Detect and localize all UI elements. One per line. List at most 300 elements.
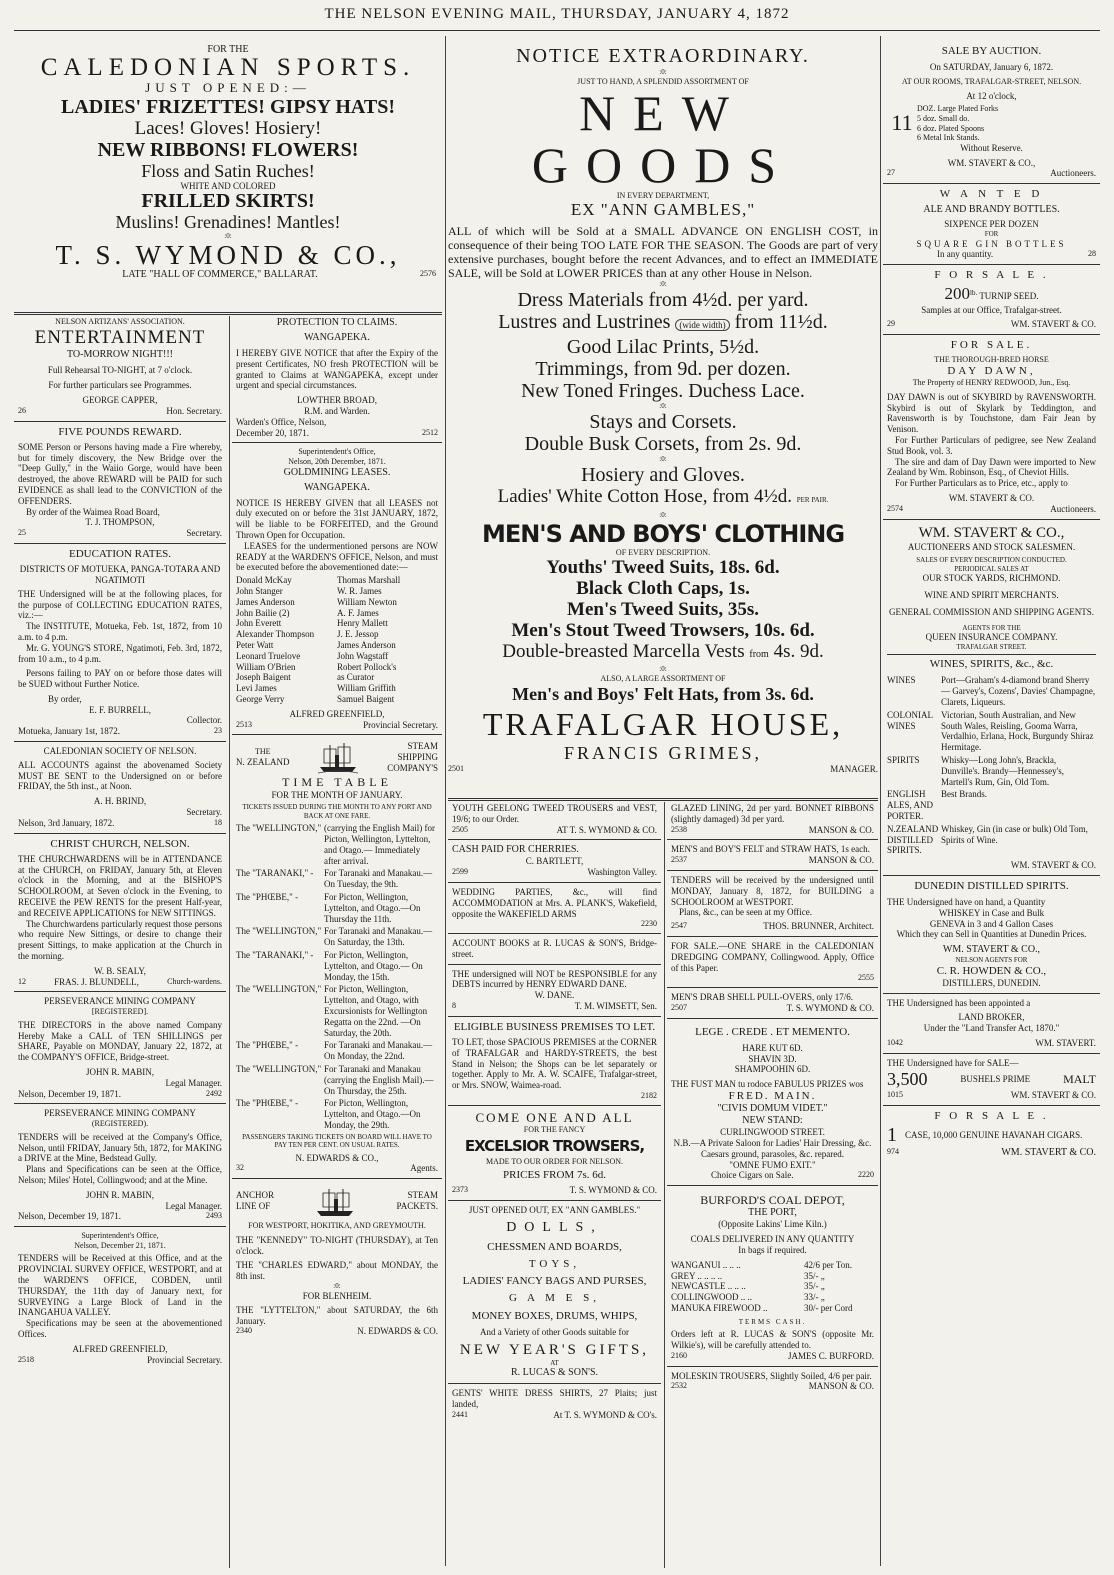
barber-ad (667, 1022, 878, 1183)
lessee-name: Leonard Truelove (236, 650, 301, 661)
share-body: FOR SALE.—ONE SHARE in the CALEDONIAN DREDGING COMPANY, Collingwood. Apply, Office of this Paper. (671, 940, 874, 973)
notice-dots: :0: (659, 510, 667, 519)
church-foot (18, 977, 222, 988)
broker-num: 1042 (887, 1038, 903, 1048)
hats-num: 2537 (671, 855, 687, 865)
dane-num: 8 (452, 1000, 456, 1010)
steam-steam: STEAM (407, 741, 438, 752)
hats-body: MEN'S and BOY'S FELT and STRAW HATS, 1s each. (671, 844, 870, 855)
horse-heading: FOR SALE. (950, 339, 1033, 352)
timetable-ship: The "PHŒBE," - (236, 1098, 299, 1109)
wanted-qty: In any quantity. (937, 249, 994, 260)
horse-num: 2574 (887, 503, 903, 513)
anchor-ad (232, 1182, 442, 1338)
notice-house: TRAFALGAR HOUSE, (482, 705, 844, 742)
claims-heading: PROTECTION TO CLAIMS. (276, 317, 398, 328)
auction-item-list (917, 104, 998, 142)
artizans-p1: Full Rehearsal TO-NIGHT, at 7 o'clock. (47, 365, 193, 376)
timetable-destination: For Taranaki and Manakau (carrying the English Mail).—On Thursday, the 25th. (324, 1064, 434, 1096)
reward-role: Secretary. (186, 528, 222, 539)
anchor-kennedy: THE "KENNEDY" TO-NIGHT (THURSDAY), at Ten o'clock. (236, 1234, 438, 1256)
dolls-games: G A M E S, (508, 1292, 601, 1305)
glazed-ad (667, 802, 878, 836)
coal-sig: JAMES C. BURFORD. (787, 1350, 874, 1361)
survey-body: TENDERS will be Received at this Office, and at the PROVINCIAL SURVEY OFFICE, WESTPORT, and at the WARDEN'S OFFICE, COBDEN, until THURSDAY, the 11th day of January next, for SURVEYING a Large Block of Land in the INANGAHUA VALLEY. (18, 1253, 222, 1318)
lessee-name: Henry Mallett (337, 618, 388, 629)
top-rule (14, 30, 1100, 31)
broker-act: Under the "Land Transfer Act, 1870." (923, 1023, 1060, 1034)
coal-bags: In bags if required. (738, 1245, 807, 1256)
timetable-ship: The "WELLINGTON," (236, 926, 322, 937)
anchor-packets: PACKETS. (396, 1201, 438, 1212)
caledonian-num: 18 (214, 817, 222, 827)
wanted-num: 28 (1088, 249, 1096, 259)
goldmining-p2: LEASES for the undermentioned persons are NOW READY at the WARDEN'S OFFICE, Nelson, and must be executed before the abovementioned date:— (236, 540, 438, 573)
pullovers-num: 2507 (671, 1002, 687, 1012)
wine-kind: WINES (887, 675, 916, 686)
perseverance-call-body: THE DIRECTORS in the above named Company Hereby Make a CALL of TEN SHILLINGS per SHARE, Payable on MONDAY, January 22, 1872, at the COMPANY'S OFFICE, Bridge-street. (18, 1019, 222, 1063)
wine-kind: SPIRITS (887, 754, 920, 765)
notice-l9b: PER PAIR. (796, 495, 829, 504)
coal-heading: BURFORD'S COAL DEPOT, (700, 1193, 845, 1208)
shirts-sig: At T. S. WYMOND & CO's. (553, 1409, 657, 1420)
caledonian-heading: CALEDONIAN SOCIETY OF NELSON. (43, 746, 197, 757)
malt-bushels: BUSHELS PRIME (960, 1074, 1031, 1085)
reward-foot (18, 528, 222, 539)
auction-at: AT OUR ROOMS, TRAFALGAR-STREET, NELSON. (901, 76, 1082, 86)
wymond-event: CALEDONIAN SPORTS. (40, 54, 416, 81)
wymond-l7: Muslins! Grenadines! Mantles! (115, 212, 341, 233)
wymond-late: LATE "HALL OF COMMERCE," BALLARAT. (122, 269, 318, 281)
steamship-icon (316, 739, 360, 775)
rates-heading: EDUCATION RATES. (68, 547, 172, 560)
geelong-foot (452, 825, 657, 836)
pullovers-body: MEN'S DRAB SHELL PULL-OVERS, only 17/6. (671, 991, 854, 1002)
notice-big: NEW GOODS (531, 84, 795, 193)
dunedin-agents: NELSON AGENTS FOR (955, 956, 1028, 965)
timetable-ship: The "PHŒBE," - (236, 1040, 299, 1051)
coal-row (671, 1281, 874, 1292)
divider (667, 839, 878, 840)
goldmining-foot (236, 720, 438, 731)
anchor-sub: FOR WESTPORT, HOKITIKA, AND GREYMOUTH. (248, 1221, 426, 1231)
horse-property: The Property of HENRY REDWOOD, Jun., Esq. (912, 378, 1071, 388)
dunedin-howden: C. R. HOWDEN & CO., (936, 964, 1047, 977)
auction-item: 6 doz. Plated Spoons (917, 123, 985, 133)
wine-row (887, 755, 1096, 787)
notice-rule (448, 798, 878, 801)
schoolroom-num: 2547 (671, 921, 687, 931)
horse-p2: For Further Particulars of pedigree, see New Zealand Stud Book, vol. 3. (887, 435, 1096, 456)
auction-heading: SALE BY AUCTION. (941, 45, 1042, 57)
rates-p1: The INSTITUTE, Motueka, Feb. 1st, 1872, from 10 a.m. to 4 p.m. (18, 621, 222, 642)
goldmining-sig: ALFRED GREENFIELD, (289, 708, 385, 719)
artizans-p2: For further particulars see Programmes. (48, 380, 192, 391)
horse-name: DAY DAWN, (947, 365, 1036, 378)
lessee-name: Levi James (236, 683, 277, 694)
notice-dept: IN EVERY DEPARTMENT, (616, 190, 710, 200)
rates-sub: DISTRICTS OF MOTUEKA, PANGA-TOTARA AND NGATIMOTI (19, 564, 221, 585)
share-num: 2555 (858, 973, 874, 983)
dunedin-b3: GENEVA in 3 and 4 Gallon Cases (929, 918, 1054, 929)
dolls-bags: LADIES' FANCY BAGS AND PURSES, (462, 1275, 647, 1288)
dunedin-ad (883, 879, 1100, 990)
dolls-chess: CHESSMEN AND BOARDS, (487, 1240, 622, 1253)
malt-line (887, 1069, 1096, 1091)
notice-dots: :0: (659, 68, 667, 76)
column-1 (14, 316, 226, 1568)
coal-price: 30/- per Cord (804, 1303, 853, 1314)
timetable-row (236, 868, 438, 890)
stavert-heading: WM. STAVERT & CO., (918, 524, 1065, 541)
wanted-heading: W A N T E D (939, 188, 1044, 201)
divider (14, 421, 226, 422)
reward-sig: T. J. THOMPSON, (85, 517, 155, 528)
wedding-body: WEDDING PARTIES, &c., will find ACCOMMODATION at Mrs. A. PLANK'S, Wakefield, opposite the WAKEFIELD ARMS (452, 886, 657, 919)
seed-num: 29 (887, 319, 895, 329)
share-ad (667, 940, 878, 984)
wymond-firm: T. S. WYMOND & CO., (55, 240, 401, 271)
notice-num: 2501 (448, 764, 464, 774)
malt-malt: MALT (1063, 1072, 1096, 1087)
notice-m5 (448, 641, 878, 665)
banner-rule (14, 312, 442, 315)
coal-row (671, 1303, 874, 1314)
divider (667, 1018, 878, 1019)
claims-office: Warden's Office, Nelson, (236, 416, 327, 427)
notice-m5a: Double-breasted Marcella Vests (502, 641, 745, 663)
coal-name: NEWCASTLE .. .. .. (671, 1281, 746, 1292)
excelsior-heading: COME ONE AND ALL (475, 1109, 634, 1125)
wine-kind: N.ZEALAND DISTILLED SPIRITS. (887, 823, 939, 856)
timetable-destination: For Picton, Wellington, Lyttelton, and Otago.— On Monday, the 15th. (324, 950, 423, 982)
anchor-blenheim: FOR BLENHEIM. (302, 1290, 372, 1301)
column-3-left (448, 802, 661, 1568)
stavert-l5: GENERAL COMMISSION AND SHIPPING AGENTS. (889, 606, 1094, 617)
shirts-num: 2441 (452, 1409, 468, 1419)
wanted-bottles: ALE AND BRANDY BOTTLES. (923, 204, 1060, 216)
column-rule (664, 802, 665, 1568)
timetable-destination: (carrying the English Mail) for Picton, Wellington, Lyttelton, and Otago.— Immediately after arrival. (324, 823, 435, 866)
timetable-month: FOR THE MONTH OF JANUARY. (271, 789, 403, 800)
seed-line (887, 284, 1096, 304)
divider (14, 741, 226, 742)
divider (667, 936, 878, 937)
names-left (236, 575, 337, 705)
wine-list: Port—Graham's 4-diamond brand Sherry — Garvey's, Cozens', Davies' Champagne, Clarets, Liqueurs. (941, 675, 1096, 707)
lessee-name: Peter Watt (236, 639, 274, 650)
rates-date: Motueka, January 1st, 1872. (18, 726, 120, 737)
cigars-one: 1 (887, 1124, 897, 1147)
column-rule (445, 36, 446, 1566)
auction-item: DOZ. Large Plated Forks (917, 104, 999, 114)
broker-title: LAND BROKER, (958, 1012, 1025, 1023)
perseverance-tender-num: 2493 (206, 1211, 222, 1221)
anchor-charles: THE "CHARLES EDWARD," about MONDAY, the 8th inst. (236, 1260, 438, 1282)
wymond-num: 2576 (419, 269, 436, 279)
divider (448, 964, 661, 965)
notice-l3: Good Lilac Prints, 5½d. (566, 335, 760, 358)
timetable-note: TICKETS ISSUED DURING THE MONTH TO ANY PORT AND BACK AT ONE FARE. (242, 803, 432, 820)
wine-row (887, 675, 1096, 707)
cherries-ad (448, 843, 661, 879)
auction-num: 27 (887, 168, 895, 178)
barber-nb: N.B.—A Private Saloon for Ladies' Hair Dressing, &c. (673, 1137, 872, 1148)
auction-item: 6 Metal Ink Stands. (917, 133, 980, 143)
notice-l2a: Lustres and Lustrines (498, 310, 671, 333)
lessee-name: Robert Pollock's (337, 661, 397, 672)
divider (883, 875, 1100, 876)
caledonian-sig: A. H. BRIND, (93, 796, 147, 807)
reward-body: SOME Person or Persons having made a Fire whereby, but for timely discovery, the New Bridge over the "Deep Gully," in the Waiio Gorge, would have been destroyed, the above REWARD will be PAID for such EVIDENCE as shall lead to the CONVICTION of the OFFENDERS. (18, 441, 222, 506)
steam-foot (236, 1163, 438, 1174)
steam-num: 32 (236, 1163, 244, 1173)
claims-num: 2512 (422, 427, 438, 437)
rates-sig: E. F. BURRELL, (88, 704, 152, 715)
geelong-sig: AT T. S. WYMOND & CO. (556, 824, 657, 835)
cigars-sig: WM. STAVERT & CO. (1001, 1147, 1096, 1159)
malt-body: THE Undersigned have for SALE— (887, 1057, 1019, 1068)
malt-sig: WM. STAVERT & CO. (1010, 1090, 1096, 1101)
anchor-header (236, 1183, 438, 1219)
perseverance-call-sig: JOHN R. MABIN, (85, 1066, 154, 1077)
lessee-name: George Verry (236, 693, 285, 704)
rates-ad (14, 547, 226, 738)
notice-m1: Youths' Tweed Suits, 18s. 6d. (546, 557, 780, 579)
notice-clothing: MEN'S AND BOYS' CLOTHING (481, 519, 845, 548)
perseverance-call-heading: PERSEVERANCE MINING COMPANY (44, 996, 196, 1007)
auction-reserve: Without Reserve. (960, 142, 1023, 153)
excelsior-big: EXCELSIOR TROWSERS, (464, 1136, 645, 1155)
reward-num: 25 (18, 528, 26, 538)
divider (667, 987, 878, 988)
wanted-ad (883, 187, 1100, 261)
excelsior-foot (452, 1185, 657, 1196)
divider (883, 183, 1100, 184)
lessee-name: as Curator (337, 672, 375, 683)
dunedin-heading: DUNEDIN DISTILLED SPIRITS. (914, 879, 1069, 892)
schoolroom-sig: THOS. BRUNNER, Architect. (763, 921, 874, 932)
timetable-row (236, 984, 438, 1038)
geelong-num: 2505 (452, 824, 468, 834)
lessee-name: W. R. James (337, 585, 382, 596)
premises-num: 2182 (641, 1090, 657, 1100)
divider (448, 1200, 661, 1201)
anchor-steam: STEAM (407, 1190, 438, 1201)
timetable-row (236, 892, 438, 924)
column-rule (880, 36, 881, 1566)
divider (232, 442, 442, 443)
dunedin-distillers: DISTILLERS, DUNEDIN. (942, 977, 1041, 988)
notice-m5b: from (749, 649, 769, 661)
perseverance-tender-date: Nelson, December 19, 1871. (18, 1211, 121, 1222)
coal-orders: Orders left at R. LUCAS & SON'S (opposite Mr. Wilkie's), will be carefully attended to. (671, 1329, 874, 1351)
goldmining-sub: WANGAPEKA. (304, 481, 370, 493)
excelsior-price: PRICES FROM 7s. 6d. (502, 1169, 606, 1182)
caledonian-role: Secretary. (186, 807, 222, 818)
caledonian-foot (18, 818, 222, 829)
coal-num: 2160 (671, 1350, 687, 1360)
excelsior-sig: T. S. WYMOND & CO. (569, 1185, 657, 1196)
wymond-l1: LADIES' FRIZETTES! GIPSY HATS! (61, 95, 395, 118)
goldmining-names (236, 575, 438, 705)
coal-ad (667, 1189, 878, 1363)
barber-r3: SHAMPOOHIN 6D. (734, 1064, 811, 1075)
lessee-name: John Everett (236, 618, 282, 629)
lessee-name: Donald McKay (236, 575, 292, 586)
horse-sig: WM. STAVERT & CO. (948, 493, 1035, 504)
anchor-left (236, 1190, 274, 1212)
books-body: ACCOUNT BOOKS at R. LUCAS & SON'S, Bridge-street. (452, 937, 657, 959)
coal-name: COLLINGWOOD .. .. (671, 1292, 752, 1303)
dolls-intro: JUST OPENED OUT, EX "ANN GAMBLES." (468, 1205, 641, 1216)
timetable-ship: The "WELLINGTON," (236, 984, 322, 995)
perseverance-call-sub: [REGISTERED]. (91, 1007, 149, 1017)
coal-rows (671, 1260, 874, 1314)
horse-p3: The sire and dam of Day Dawn were imported to New Zealand by Wm. Robinson, Esq., of Cheviot Hills. (887, 456, 1096, 478)
rates-p3: Persons failing to PAY on or before those dates will be SUED without Further Notice. (18, 668, 222, 690)
goldmining-num: 2513 (236, 719, 252, 729)
glazed-sig: MANSON & CO. (808, 824, 874, 835)
stavert-l6: AGENTS FOR THE (962, 623, 1021, 632)
dunedin-b4: Which they can Sell in Quantities at Dunedin Prices. (896, 929, 1087, 940)
church-sig1: W. B. SEALY, (94, 965, 146, 976)
horse-sub: THE THOROUGH-BRED HORSE (934, 355, 1049, 365)
goldmining-body: NOTICE IS HEREBY GIVEN that all LEASES not duly executed on or before the 31st JANUARY, 1872, will be liable to be FORFEITED, and the Ground Thrown Open for Occupation. (236, 497, 438, 540)
anchor-sig: N. EDWARDS & CO. (357, 1326, 438, 1337)
survey-foot (18, 1355, 222, 1366)
lessee-name: John Bailie (2) (236, 607, 290, 618)
divider (448, 1016, 661, 1017)
wine-rows (887, 675, 1096, 856)
coal-price: 35/- „ (804, 1270, 825, 1281)
barber-cigars: Choice Cigars on Sale. (711, 1170, 794, 1181)
coal-foot (671, 1351, 874, 1362)
notice-l5: New Toned Fringes. Duchess Lace. (521, 379, 805, 402)
perseverance-tender-body: TENDERS will be received at the Company's Office, Nelson, until FRIDAY, January 5th, 1872, for MAKING a DRIVE at the Mine, Bedstead Gully. (18, 1131, 222, 1164)
barber-omne: "OMNE FUMO EXIT." (729, 1159, 816, 1170)
timetable-ship: The "WELLINGTON," (236, 823, 322, 834)
timetable-destination: For Picton, Wellington, Lyttelton, and Otago.—On Monday, the 29th. (324, 1098, 421, 1130)
cigars-text: CASE, 10,000 GENUINE HAVANAH CIGARS. (905, 1129, 1083, 1140)
lessee-name: John Stanger (236, 585, 283, 596)
auction-time: At 12 o'clock, (966, 90, 1017, 101)
column-4 (883, 44, 1100, 1568)
coal-price: 33/- „ (804, 1292, 825, 1303)
stavert-l4: WINE AND SPIRIT MERCHANTS. (924, 589, 1059, 600)
lessee-name: James Anderson (236, 596, 295, 607)
notice-l9a: Ladies' White Cotton Hose, from 4½d. (497, 485, 792, 507)
schoolroom-plans: Plans, &c., can be seen at my Office. (679, 907, 813, 918)
church-p2: The Churchwardens particularly request those persons who require New Sittings, or desire to change their present Sittings, to make application at the Church in the morning. (18, 918, 222, 962)
rates-by: By order, (48, 693, 82, 704)
dunedin-b1: THE Undersigned have on hand, a Quantity (887, 897, 1046, 908)
malt-num: 1015 (887, 1090, 903, 1100)
wymond-l2: Laces! Gloves! Hosiery! (134, 117, 322, 139)
coal-name: WANGANUI .. .. .. (671, 1259, 741, 1270)
lessee-name: William O'Brien (236, 661, 296, 672)
auction-ad (883, 44, 1100, 180)
cherries-foot (452, 867, 657, 878)
caledonian-date: Nelson, 3rd January, 1872. (18, 817, 115, 828)
excelsior-made: MADE TO OUR ORDER FOR NELSON. (485, 1156, 624, 1166)
horse-body: DAY DAWN is out of SKYBIRD by RAVENSWORTH. Skybird is out of Skylark by Teddington, and Ravensworth is by Touchstone, dam Fair Jean by Venison. (887, 391, 1096, 435)
notice-l4: Trimmings, from 9d. per dozen. (535, 357, 791, 380)
rates-p2: Mr. G. YOUNG'S STORE, Ngatimoti, Feb. 3rd, 1872, from 10 a.m., to 4 p.m. (18, 642, 222, 664)
artizans-title: ENTERTAINMENT (34, 326, 206, 348)
wymond-pre: FOR THE (207, 44, 249, 55)
steamship-icon (313, 1183, 357, 1219)
perseverance-tender-heading: PERSEVERANCE MINING COMPANY (44, 1108, 196, 1119)
masthead: THE NELSON EVENING MAIL, THURSDAY, JANUARY 4, 1872 (324, 6, 790, 22)
anchor-anchor: ANCHOR (236, 1190, 275, 1201)
perseverance-tender-p2: Plans and Specifications can be seen at the Office, Nelson; Miles' Hotel, Collingwood; and at the Mine. (18, 1164, 222, 1185)
barber-r1: HARE KUT 6D. (742, 1042, 803, 1053)
schoolroom-body: TENDERS will be received by the undersigned until MONDAY, January 8, 1872, for BUILDING a SCHOOLROOM at WESTPORT. (671, 874, 874, 907)
excelsior-ad (448, 1109, 661, 1198)
perseverance-tender-foot (18, 1211, 222, 1222)
wines-heading: WINES, SPIRITS, &c., &c. (929, 658, 1054, 671)
horse-ad (883, 338, 1100, 515)
moleskin-body: MOLESKIN TROUSERS, Slightly Soiled, 4/6 per pair. (671, 1370, 872, 1381)
notice-l2b: (wide width) (675, 319, 729, 331)
dolls-money: MONEY BOXES, DRUMS, WHIPS, (471, 1309, 638, 1322)
notice-l2 (448, 311, 878, 336)
artizans-num: 26 (18, 405, 26, 415)
column-2 (232, 316, 442, 1568)
timetable-destination: For Picton, Wellington, Lyttelton, and Otago, with Excursionists for Wellington Regatta on the 22nd. —On Saturday, the 20th. (324, 984, 428, 1038)
notice-l2c: from 11½d. (734, 310, 828, 333)
geelong-ad (448, 802, 661, 836)
seed-foot (887, 319, 1096, 330)
claims-body: I HEREBY GIVE NOTICE that after the Expiry of the present Certificates, NO fresh PROTECTION will be granted to Claims at WANGAPEKA, except under urgent and special circumstances. (236, 348, 438, 391)
barber-body: THE FUST MAN tu rodoce FABULUS PRIZES wos (671, 1079, 864, 1090)
coal-name: MANUKA FIREWOOD .. (671, 1303, 768, 1314)
barber-r2: SHAVIN 3D. (748, 1053, 797, 1064)
wine-kind: COLONIAL WINES (887, 709, 933, 731)
premises-body: TO LET, those SPACIOUS PREMISES at the CORNER of TRAFALGAR and HARDY-STREETS, the best Stand in Nelson; the Shops can be let separately or together. Apply to Mr. A. W. SCAIFE, Trafalgar-street, or Mrs. SNOW, Waimea-road. (452, 1036, 657, 1091)
coal-port: THE PORT, (748, 1207, 797, 1219)
divider (14, 1103, 226, 1104)
horse-role: Auctioneers. (1050, 503, 1096, 514)
coal-price: 35/- „ (804, 1281, 825, 1292)
notice-dots: :0: (659, 401, 667, 410)
wymond-dots: :0: (224, 232, 232, 241)
wine-kind: ENGLISH ALES, AND PORTER. (887, 789, 934, 821)
moleskin-ad (667, 1370, 878, 1394)
auction-items (887, 104, 1096, 142)
rates-num: 23 (214, 726, 222, 736)
hats-ad (667, 843, 878, 867)
church-body: THE CHURCHWARDENS will be in ATTENDANCE at the CHURCH, on FRIDAY, January 5th, at Eleven o'clock in the Morning, and at the BISHOP'S SCHOOLROOM, at Seven o'clock in the Evening, to RECEIVE the PEW RENTS for the present Half-year, and RECEIVE APPLICATIONS for NEW SITTINGS. (18, 853, 222, 918)
notice-m5c: 4s. 9d. (773, 641, 824, 663)
claims-date: December 20, 1871. (236, 427, 309, 438)
church-num: 12 (18, 976, 26, 986)
notice-sub: JUST TO HAND, A SPLENDID ASSORTMENT OF (577, 77, 749, 86)
schoolroom-ad (667, 874, 878, 933)
rates-role: Collector. (186, 715, 222, 726)
wymond-l6: FRILLED SKIRTS! (141, 190, 315, 213)
excelsior-sub: FOR THE FANCY (523, 1125, 586, 1135)
barber-newstand: NEW STAND: (742, 1115, 803, 1127)
church-sig2: FRAS. J. BLUNDELL, (54, 976, 139, 987)
goldmining-date: Nelson, 20th December, 1871. (288, 456, 386, 466)
lessee-name: Thomas Marshall (337, 575, 401, 586)
perseverance-tender-role: Legal Manager. (165, 1200, 222, 1211)
coal-row (671, 1260, 874, 1271)
perseverance-call-ad (14, 995, 226, 1100)
timetable-ship: The "TARANAKI," - (236, 950, 314, 961)
